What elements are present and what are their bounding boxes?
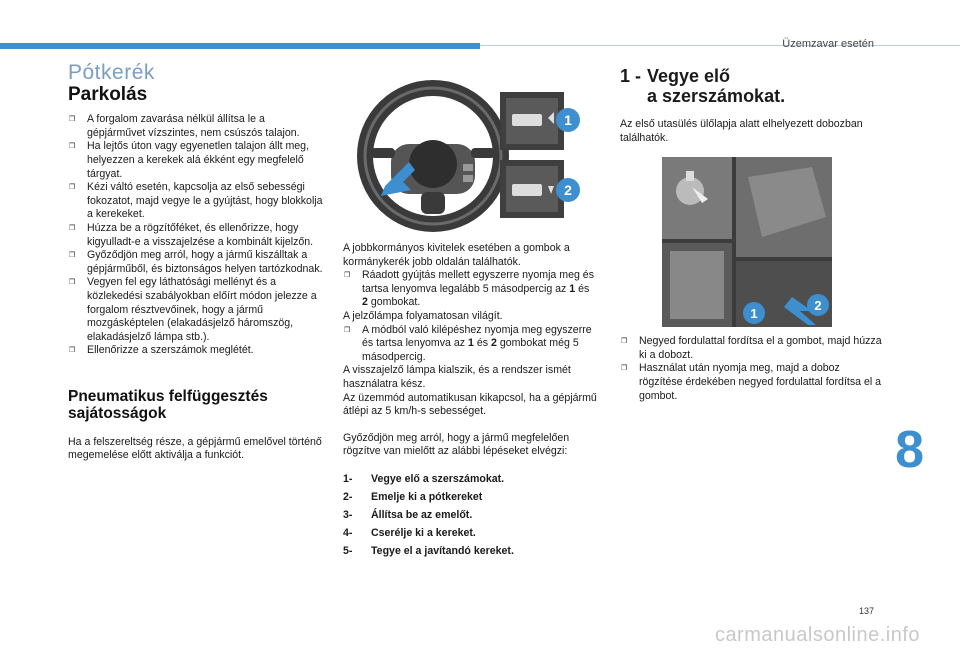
toolbox-instructions [620,335,882,403]
figure-label: 1 [750,306,758,322]
middle-column [343,72,598,563]
list-item: ❒ Negyed fordulattal fordítsa el a gombot, majd húzza ki a dobozt. [620,335,882,362]
page-number: 137 [858,606,874,616]
exit-instructions [343,324,598,365]
step-item: 5- Tegye el a javítandó kereket. [343,544,514,557]
step-item: 4- Cserélje ki a kereket. [343,526,476,539]
button-2-illustration [500,160,586,218]
list-item: ❒ Ha lejtős úton vagy egyenetlen talajon állt meg, helyezzen a kerekek alá ékként egy megfelelő tárgyat. [68,140,326,181]
toolbox-figure [662,157,832,327]
toolbox-illustration [662,157,832,327]
lamp-on-text: A jelzőlámpa folyamatosan világít. [343,309,503,322]
parking-heading: Parkolás [68,83,148,105]
lamp-off-text: A visszajelző lámpa kialszik, és a rendszer ismét használatra kész. [343,364,571,390]
list-item: ❒ Ellenőrizze a szerszámok meglétét. [68,344,326,358]
suspension-text: Ha a felszereltség része, a gépjármű emelővel történő megemelése előtt aktiválja a funkciót. [68,435,322,462]
rhd-intro: A jobbkormányos kivitelek esetében a gombok a kormánykerék jobb oldalán találhatók. [343,242,570,268]
parking-list [68,113,326,358]
button-1-illustration [500,92,586,150]
section-title: Pótkerék [68,61,155,84]
step-item: 1- Vegye elő a szerszámokat. [343,472,505,485]
step-item: 2- Emelje ki a pótkereket [343,490,483,503]
steering-wheel-illustration [357,76,509,238]
list-item: ❒ A módból való kilépéshez nyomja meg egyszerre és tartsa lenyomva az 1 és 2 gombokat még 5 másodpercig. [343,324,598,365]
figure-label: 1 [564,112,572,128]
button-instructions [343,269,598,310]
suspension-heading: Pneumatikus felfüggesztés sajátosságok [68,387,268,422]
list-item: ❒ Győződjön meg arról, hogy a jármű kiszálltak a gépjárműből, és biztonságos helyen tartózkodnak. [68,249,326,276]
list-item: ❒ A forgalom zavarása nélkül állítsa le a gépjárművet vízszintes, nem csúszós talajon. [68,113,326,140]
chapter-number: 8 [895,421,924,479]
list-item: ❒ Vegyen fel egy láthatósági mellényt és a közlekedési szabályokban előírt módon jelezze a forgalom résztvevőinek, hogy a jármű mozgásképtelen (elakadásjelző háromszög, elakadásjelző lámpa stb.). [68,276,326,344]
check-intro: Győződjön meg arról, hogy a jármű megfelelően rögzítve van mielőtt az alábbi lépéseket elvégzi: [343,431,570,458]
watermark: carmanualsonline.info [714,624,920,646]
chapter-title: Üzemzavar esetén [782,38,874,50]
step-item: 3- Állítsa be az emelőt. [343,508,473,521]
list-item: ❒ Ráadott gyújtás mellett egyszerre nyomja meg és tartsa lenyomva legalább 5 másodpercig az 1 és 2 gombokat. [343,269,598,310]
list-item: ❒ Húzza be a rögzítőféket, és ellenőrizze, hogy kigyulladt-e a visszajelzése a kombinált kijelzőn. [68,222,326,249]
figure-label: 2 [814,298,822,314]
steps-list [343,473,598,558]
left-column [68,61,326,463]
header-rule [480,45,960,46]
list-item: ❒ Kézi váltó esetén, kapcsolja az első sebességi fokozatot, majd vegye le a gyújtást, hogy blokkolja a kerekeket. [68,181,326,222]
auto-off-text: Az üzemmód automatikusan kikapcsol, ha a gépjármű átlépi az 5 km/h-s sebességet. [343,391,597,418]
toolbox-intro: Az első utasülés ülőlapja alatt elhelyezett dobozban találhatók. [620,118,863,144]
header-accent-bar [0,43,480,49]
step1-heading: 1 - Vegye elő a szerszámokat. [620,66,786,106]
list-item: ❒ Használat után nyomja meg, majd a doboz rögzítése érdekében negyed fordulattal fordítsa el a gombot. [620,362,882,403]
steering-wheel-figure [343,72,598,242]
right-column [620,66,882,403]
figure-label: 2 [564,182,572,198]
